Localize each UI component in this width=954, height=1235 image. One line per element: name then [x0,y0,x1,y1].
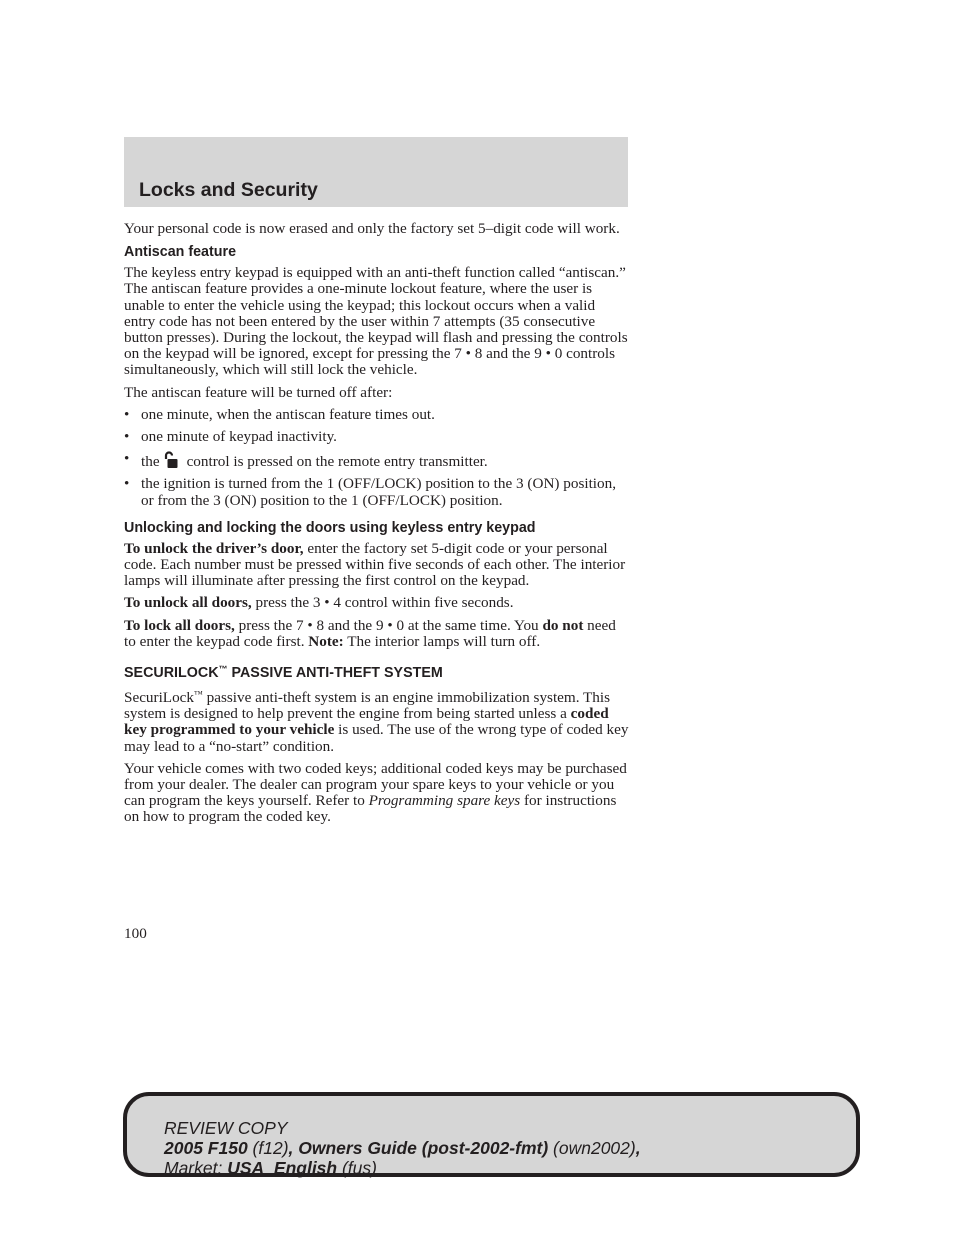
section-title: Locks and Security [139,179,318,201]
list-item: • one minute of keypad inactivity. [124,428,337,446]
antiscan-heading: Antiscan feature [124,244,237,261]
securilock-paragraph: SecuriLock™ passive anti-theft system is an engine immobilization system. This system is designed to help prevent the engine from being started unless a coded key programmed to your vehicle is used. The use of the wrong type of coded key may lead to a “no-start” condition. [124,689,629,755]
trademark-mark: ™ [218,664,228,675]
antiscan-off-intro: The antiscan feature will be turned off after: [124,383,393,401]
securilock-heading: SECURILOCK™ PASSIVE ANTI-THEFT SYSTEM [124,664,443,682]
list-item: • the control is pressed on the remote entry transmitter. [124,450,488,471]
bullet-icon: • [124,428,130,446]
bullet-icon: • [124,405,130,423]
lock-all-paragraph: To lock all doors, press the 7 • 8 and the 9 • 0 at the same time. You do not need to enter the keypad code first. Note: The interior lamps will turn off. [124,616,616,650]
unlock-driver-paragraph: To unlock the driver’s door, enter the factory set 5-digit code or your personal code. Each number must be pressed within five seconds of each other. The interior lamps will illuminate after pressing the first control on the keypad. [124,539,626,590]
intro-paragraph: Your personal code is now erased and only the factory set 5–digit code will work. [124,220,620,237]
trademark-mark: ™ [194,689,203,700]
review-copy-box [123,1092,860,1177]
page-content [124,221,630,832]
bullet-icon: • [124,475,130,493]
section-header-band [124,137,628,207]
list-item: • the ignition is turned from the 1 (OFF/LOCK) position to the 3 (ON) position, or from the 3 (ON) position to the 1 (OFF/LOCK) position. [124,475,617,509]
bullet-icon: • [124,450,130,468]
keypad-heading: Unlocking and locking the doors using keyless entry keypad [124,519,536,536]
cross-reference: Programming spare keys [368,792,521,810]
review-copy-text: REVIEW COPY 2005 F150 (f12), Owners Guide (post-2002-fmt) (own2002), Market: USA_English (fus) [164,1118,641,1178]
antiscan-off-list [124,407,630,509]
antiscan-paragraph: The keyless entry keypad is equipped with an anti-theft function called “antiscan.” The antiscan feature provides a one-minute lockout feature, where the user is unable to enter the vehicle using the keypad; this lockout occurs when a valid entry code has not been entered by the user within 7 attempts (35 consecutive button presses). During the lockout, the keypad will flash and pressing the controls on the keypad will be ignored, except for pressing the 7 • 8 and the 9 • 0 controls simultaneously, which will still lock the vehicle. [124,264,628,379]
unlock-all-paragraph: To unlock all doors, press the 3 • 4 control within five seconds. [124,594,514,612]
coded-keys-paragraph: Your vehicle comes with two coded keys; additional coded keys may be purchased from your dealer. The dealer can program your spare keys to your vehicle or you can program the keys yourself. Refer to Programming spare keys for instructions on how to program the coded key. [124,759,627,826]
page-number: 100 [124,925,147,942]
list-item: • one minute, when the antiscan feature times out. [124,405,435,423]
unlock-icon [163,451,181,469]
